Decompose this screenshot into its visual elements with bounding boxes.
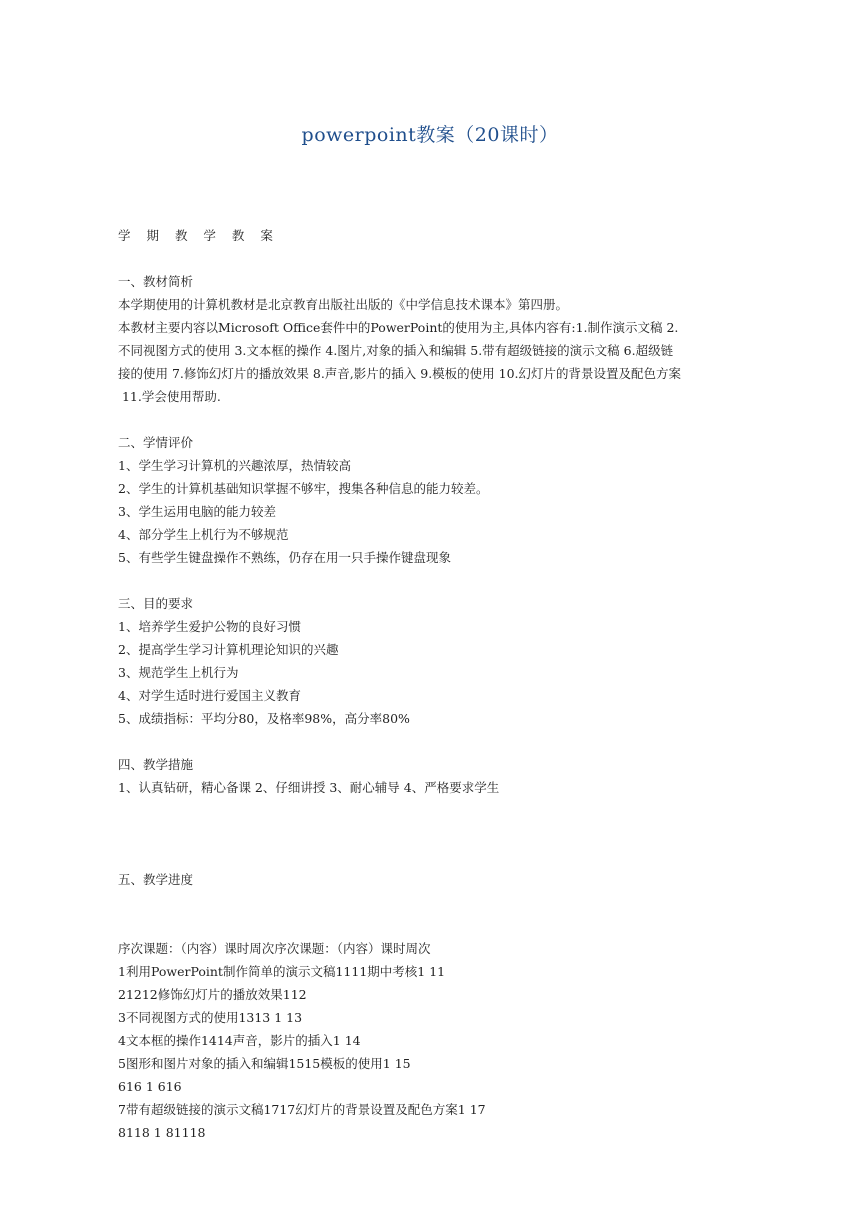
list-item: 3、规范学生上机行为 [118,665,239,680]
list-item: 5、有些学生键盘操作不熟练，仍存在用一只手操作键盘现象 [118,550,451,565]
schedule-row: 1利用PowerPoint制作简单的演示文稿1111期中考核1 11 [118,964,446,979]
section-heading-2: 二、学情评价 [118,435,194,450]
list-item: 2、提高学生学习计算机理论知识的兴趣 [118,642,339,657]
section-heading-4: 四、教学措施 [118,757,194,772]
paragraph-line: 本学期使用的计算机教材是北京教育出版社出版的《中学信息技术课本》第四册。 [118,297,569,312]
list-item: 1、认真钻研，精心备课 2、仔细讲授 3、耐心辅导 4、严格要求学生 [118,780,500,795]
schedule-row: 7带有超级链接的演示文稿1717幻灯片的背景设置及配色方案1 17 [118,1102,486,1117]
schedule-row: 21212修饰幻灯片的播放效果112 [118,987,307,1002]
document-title: powerpoint教案（20课时） [301,124,559,146]
list-item: 2、学生的计算机基础知识掌握不够牢，搜集各种信息的能力较差。 [118,481,489,496]
list-item: 1、培养学生爱护公物的良好习惯 [118,619,301,634]
section-heading-3: 三、目的要求 [118,596,194,611]
list-item: 4、部分学生上机行为不够规范 [118,527,289,542]
schedule-row: 8118 1 81118 [118,1125,206,1140]
list-item: 5、成绩指标：平均分80，及格率98%，高分率80% [118,711,410,726]
document-subtitle: 学 期 教 学 教 案 [118,228,279,243]
paragraph-line: 不同视图方式的使用 3.文本框的操作 4.图片,对象的插入和编辑 5.带有超级链接的演示文稿 6.超级链 [118,343,674,358]
schedule-header: 序次课题：（内容）课时周次序次课题：（内容）课时周次 [118,941,431,956]
list-item: 3、学生运用电脑的能力较差 [118,504,276,519]
section-heading-5: 五、教学进度 [118,872,194,887]
paragraph-line: 本教材主要内容以Microsoft Office套件中的PowerPoint的使用为主,具体内容有:1.制作演示文稿 2. [118,320,679,335]
document-body [118,224,748,1144]
list-item: 1、学生学习计算机的兴趣浓厚，热情较高 [118,458,351,473]
section-heading-1: 一、教材简析 [118,274,194,289]
list-item: 4、对学生适时进行爱国主义教育 [118,688,301,703]
schedule-row: 3不同视图方式的使用1313 1 13 [118,1010,303,1025]
paragraph-line: 11.学会使用帮助. [118,389,221,404]
paragraph-line: 接的使用 7.修饰幻灯片的播放效果 8.声音,影片的插入 9.模板的使用 10.幻灯片的背景设置及配色方案 [118,366,682,381]
schedule-row: 616 1 616 [118,1079,182,1094]
schedule-row: 4文本框的操作1414声音，影片的插入1 14 [118,1033,361,1048]
schedule-row: 5图形和图片对象的插入和编辑1515模板的使用1 15 [118,1056,411,1071]
